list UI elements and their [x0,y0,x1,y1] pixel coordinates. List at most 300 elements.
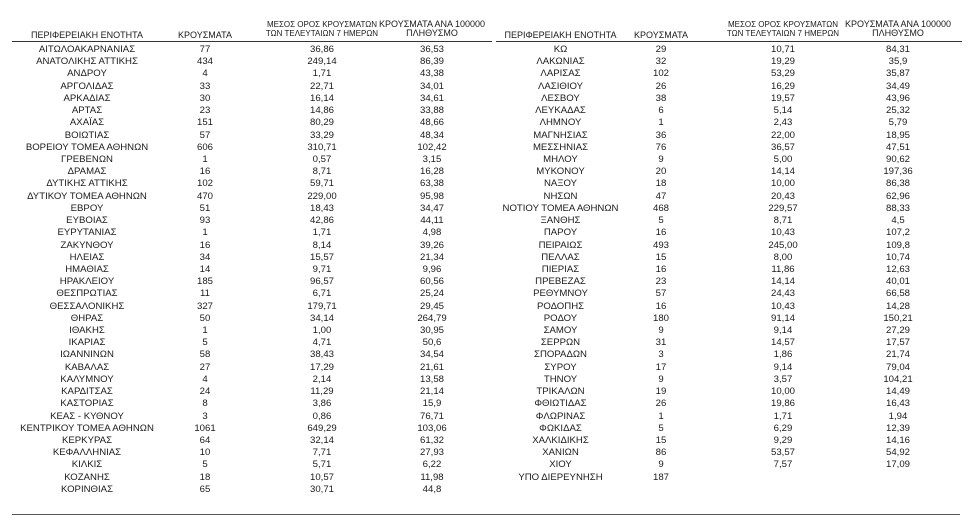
table-cell: 14,86 [309,105,334,117]
table-cell: 3 [202,410,208,422]
table-cell: 1,00 [312,325,332,337]
left-header-cases: ΚΡΟΥΣΜΑΤΑ [178,30,232,40]
table-cell: 22,71 [309,80,334,92]
table-cell: 48,66 [419,117,444,129]
table-cell: 179,71 [307,300,337,312]
table-cell: 25,24 [419,288,444,300]
table-cell: 57 [655,288,667,300]
table-cell: 60,56 [419,276,444,288]
table-cell: ΖΑΚΥΝΘΟΥ [60,239,114,251]
table-cell: 1,71 [312,68,332,80]
table-cell: 103,06 [417,422,447,434]
table-cell: ΗΛΕΙΑΣ [69,251,105,263]
right-header-per100k-line2: ΠΛΗΘΥΣΜΟ [872,28,924,38]
table-cell: 29 [655,44,667,55]
table-cell: 76,71 [419,410,444,422]
table-cell: 14,16 [885,435,910,446]
table-cell: 95,98 [419,190,444,202]
table-cell: 36,57 [770,141,795,153]
table-cell: ΠΕΛΛΑΣ [541,251,580,263]
table-cell: 245,00 [768,239,798,251]
table-cell: 14 [199,263,211,275]
table-cell: 17,09 [885,459,910,471]
table-cell: 4 [202,373,208,385]
table-cell: 11,29 [310,386,334,398]
table-cell: ΡΟΔΟΠΗΣ [536,300,585,312]
table-cell: 9,14 [773,325,793,337]
table-cell: 26 [655,398,667,410]
table-cell: ΜΗΛΟΥ [543,153,578,165]
table-cell: ΦΩΚΙΔΑΣ [539,422,582,434]
table-cell: 59,71 [309,178,334,190]
table-cell: ΗΡΑΚΛΕΙΟΥ [59,276,115,288]
table-cell: ΝΟΤΙΟΥ ΤΟΜΕΑ ΑΘΗΝΩΝ [502,202,619,214]
table-cell: 86 [655,447,667,459]
table-cell: ΛΑΣΙΘΙΟΥ [537,80,584,92]
table-cell: 34,47 [419,202,444,214]
table-cell: 35,87 [885,68,910,80]
table-cell: ΡΟΔΟΥ [543,312,578,324]
table-cell: 10,00 [770,386,795,398]
left-header-avg7-line1: ΜΕΣΟΣ ΟΡΟΣ ΚΡΟΥΣΜΑΤΩΝ [266,20,378,29]
table-cell: 17,57 [885,337,910,349]
table-cell: 17 [655,361,667,373]
table-cell: ΕΒΡΟΥ [70,202,104,214]
table-cell: 88,33 [885,202,910,214]
table-cell: 16,29 [770,80,795,92]
table-cell: ΝΑΞΟΥ [543,178,578,190]
table-cell: 229,57 [768,202,798,214]
table-cell: 2,14 [312,373,332,385]
footer-rule [12,514,960,515]
table-cell: 53,29 [770,68,795,80]
table-cell: 47,51 [885,141,910,153]
table-cell: ΑΝΑΤΟΛΙΚΗΣ ΑΤΤΙΚΗΣ [36,56,138,68]
table-cell: 1 [202,227,208,239]
table-cell: ΛΕΣΒΟΥ [541,92,580,104]
table-cell: 16 [199,166,211,178]
table-cell: 150,21 [883,312,913,324]
table-cell: ΗΜΑΘΙΑΣ [65,263,109,275]
table-cell: 8,71 [312,166,332,178]
table-cell: 9 [658,153,664,165]
table-cell: 0,57 [312,153,332,165]
table-cell: 32 [655,56,667,68]
left-header-avg7 [262,18,382,40]
table-cell: 109,8 [885,239,910,251]
right-header-per100k [836,18,960,40]
table-cell: 33 [199,80,211,92]
table-cell: 15,57 [309,251,334,263]
table-cell: ΘΕΣΣΑΛΟΝΙΚΗΣ [49,300,125,312]
table-cell: 27,93 [419,447,444,459]
table-cell: 24,43 [770,288,795,300]
table-cell: 7,57 [773,459,793,471]
table-cell: ΧΑΝΙΩΝ [542,447,579,459]
table-cell: ΚΕΝΤΡΙΚΟΥ ΤΟΜΕΑ ΑΘΗΝΩΝ [20,422,154,434]
table-cell: 5 [202,337,208,349]
table-cell: 15,9 [422,398,442,410]
table-cell: 43,96 [885,92,910,104]
table-cell: 26 [655,80,667,92]
table-cell: 17,29 [309,361,334,373]
table-cell: 264,79 [417,312,447,324]
table-cell: ΑΙΤΩΛΟΑΚΑΡΝΑΝΙΑΣ [38,44,136,55]
table-cell: 3,57 [773,373,793,385]
table-cell: 90,62 [885,153,910,165]
table-cell: ΧΙΟΥ [549,459,572,471]
table-cell: 38,43 [309,349,334,361]
table-cell: 23 [655,276,667,288]
right-region-column [488,44,633,484]
table-cell: ΓΡΕΒΕΝΩΝ [61,153,113,165]
table-cell: 24 [199,386,211,398]
table-cell: 34,54 [419,349,444,361]
table-cell: 1 [202,153,208,165]
table-cell: ΛΗΜΝΟΥ [539,117,582,129]
table-cell: 5 [658,422,664,434]
table-cell: ΕΥΡΥΤΑΝΙΑΣ [57,227,117,239]
right-header-cases: ΚΡΟΥΣΜΑΤΑ [634,30,688,40]
table-cell: ΚΙΛΚΙΣ [71,459,103,471]
table-cell: 102 [196,178,213,190]
table-cell: 0,86 [312,410,332,422]
table-cell: 79,04 [885,361,910,373]
table-cell: 8,71 [773,215,793,227]
table-cell: 249,14 [307,56,337,68]
table-cell: ΑΡΚΑΔΙΑΣ [63,92,111,104]
table-cell: 50,6 [422,337,442,349]
table-cell: 34,01 [419,80,444,92]
table-cell: 32,14 [309,435,334,446]
table-cell: 34,49 [885,80,910,92]
table-cell: 16 [655,263,667,275]
left-header-underline [12,41,492,42]
table-cell: 3 [658,349,664,361]
table-cell: 33,29 [309,129,334,141]
table-cell: ΠΕΙΡΑΙΩΣ [538,239,583,251]
table-cell: 4,98 [422,227,442,239]
table-cell: 27 [199,361,211,373]
table-cell: 36 [655,129,667,141]
table-cell: 36,86 [309,44,334,55]
table-cell: 14,28 [885,300,910,312]
table-cell: 11 [200,288,210,300]
table-cell: ΛΑΚΩΝΙΑΣ [536,56,585,68]
table-cell: 151 [196,117,213,129]
right-header-per100k-line1: ΚΡΟΥΣΜΑΤΑ ΑΝΑ 100000 [845,18,951,29]
table-cell: 58 [199,349,211,361]
table-cell: ΙΘΑΚΗΣ [69,325,105,337]
table-cell: 327 [196,300,213,312]
table-cell: ΔΥΤΙΚΟΥ ΤΟΜΕΑ ΑΘΗΝΩΝ [27,190,147,202]
table-cell: ΘΗΡΑΣ [70,312,104,324]
table-cell: 7,71 [312,447,332,459]
table-cell: ΚΩ [553,44,568,55]
table-cell: 27,29 [885,325,910,337]
table-cell: 22,00 [770,129,795,141]
table-cell: 5 [202,459,208,471]
table-cell: 44,11 [420,215,444,227]
table-cell: 29,45 [419,300,444,312]
table-cell: ΣΠΟΡΑΔΩΝ [534,349,587,361]
table-cell: ΑΡΤΑΣ [71,105,103,117]
table-cell: 16,43 [885,398,910,410]
table-cell: 48,34 [419,129,444,141]
table-cell: ΘΕΣΠΡΩΤΙΑΣ [56,288,118,300]
table-cell: 104,21 [883,373,913,385]
table-cell: ΑΧΑΪΑΣ [69,117,105,129]
table-cell: 84,31 [885,44,910,55]
table-cell [836,472,960,484]
table-cell: ΒΟΡΕΙΟΥ ΤΟΜΕΑ ΑΘΗΝΩΝ [25,141,149,153]
table-cell: 63,38 [419,178,444,190]
table-cell: 21,14 [419,386,444,398]
right-header-underline [496,41,962,42]
table-cell: 40,01 [885,276,910,288]
table-cell [723,472,843,484]
table-cell: 470 [196,190,213,202]
table-cell: ΚΕΦΑΛΛΗΝΙΑΣ [52,447,122,459]
table-cell: ΤΡΙΚΑΛΩΝ [536,386,585,398]
table-cell: 606 [196,141,213,153]
table-cell: ΚΑΣΤΟΡΙΑΣ [60,398,114,410]
table-cell: ΜΥΚΟΝΟΥ [536,166,585,178]
table-cell: 9,96 [422,263,442,275]
table-cell: 18 [655,178,667,190]
table-cell: 10 [199,447,211,459]
table-cell: 9,29 [773,435,793,446]
table-cell: 1 [202,325,208,337]
table-cell: 14,49 [885,386,910,398]
table-cell: 14,14 [770,276,795,288]
table-cell: 20 [655,166,667,178]
table-cell: 4 [202,68,208,80]
table-cell: 54,92 [885,447,910,459]
table-cell: ΙΚΑΡΙΑΣ [68,337,106,349]
table-cell: ΚΑΒΑΛΑΣ [64,361,110,373]
table-cell: 5,79 [888,117,908,129]
table-cell: 14,57 [770,337,795,349]
table-cell: 23 [199,105,211,117]
table-cell: 6,71 [312,288,332,300]
table-cell: 25,32 [885,105,910,117]
table-cell: 14,14 [770,166,795,178]
left-header-per100k [372,18,492,40]
table-cell: 13,58 [419,373,444,385]
table-cell: 12,39 [885,422,910,434]
table-cell: ΚΕΡΚΥΡΑΣ [61,435,112,446]
table-cell: ΦΘΙΩΤΙΔΑΣ [534,398,587,410]
left-header-per100k-line2: ΠΛΗΘΥΣΜΟ [406,28,458,38]
table-cell: 197,36 [883,166,913,178]
table-cell: 9 [658,459,664,471]
table-cell: 31 [655,337,667,349]
table-cell: ΠΙΕΡΙΑΣ [541,263,580,275]
table-cell: 44,8 [422,483,442,495]
table-cell: ΛΑΡΙΣΑΣ [540,68,581,80]
table-cell: 10,74 [885,251,910,263]
table-cell: 96,57 [309,276,334,288]
table-cell: 8 [202,398,208,410]
left-avg7-column [262,44,382,496]
table-cell: 9,71 [312,263,332,275]
table-cell: 6,29 [773,422,793,434]
table-cell: 8,00 [773,251,793,263]
left-cases-column [170,44,240,496]
table-cell: ΜΑΓΝΗΣΙΑΣ [533,129,588,141]
table-cell: 1061 [194,422,216,434]
table-cell: 649,29 [307,422,337,434]
left-header-region: ΠΕΡΙΦΕΡΕΙΑΚΗ ΕΝΟΤΗΤΑ [30,30,144,40]
table-cell: 5 [658,215,664,227]
table-cell: 91,14 [770,312,795,324]
table-cell: 33,88 [419,105,444,117]
table-cell: 18 [199,471,211,483]
table-cell: ΞΑΝΘΗΣ [540,215,581,227]
table-cell: 35,9 [888,56,908,68]
left-region-column [12,44,162,496]
table-cell: 180 [652,312,669,324]
table-cell: 16 [655,227,667,239]
table-cell: 5,14 [773,105,793,117]
table-cell: 10,43 [770,300,795,312]
table-cell: 16,14 [309,92,334,104]
table-cell: 6 [658,105,664,117]
table-cell: 43,38 [419,68,444,80]
table-cell: 12,63 [885,263,910,275]
table-cell: 20,43 [770,190,795,202]
table-cell: 19 [655,386,667,398]
table-cell: ΝΗΣΩΝ [543,190,578,202]
table-cell: 10,00 [770,178,795,190]
table-cell: ΦΛΩΡΙΝΑΣ [535,410,586,422]
table-cell: ΙΩΑΝΝΙΝΩΝ [60,349,114,361]
table-cell: 15 [655,435,667,446]
table-cell: 1,94 [888,410,908,422]
table-cell: ΤΗΝΟΥ [543,373,578,385]
table-cell: 5,00 [773,153,793,165]
table-cell: 102,42 [417,141,447,153]
table-cell: 11,98 [420,471,444,483]
table-cell: 3,15 [422,153,442,165]
table-cell: 21,34 [419,251,444,263]
table-cell: 18,43 [309,202,334,214]
table-cell: 19,86 [770,398,795,410]
table-cell: 16 [655,300,667,312]
table-cell: 1,86 [773,349,793,361]
table-cell: 5,71 [312,459,332,471]
right-header-region: ΠΕΡΙΦΕΡΕΙΑΚΗ ΕΝΟΤΗΤΑ [504,30,617,40]
table-cell: ΒΟΙΩΤΙΑΣ [64,129,110,141]
table-cell: 34,61 [419,92,444,104]
table-cell: 39,26 [419,239,444,251]
table-cell: 6,22 [422,459,442,471]
table-cell: 42,86 [309,215,334,227]
table-cell: 51 [199,202,211,214]
table-cell: 102 [652,68,669,80]
table-cell: 66,58 [885,288,910,300]
right-header-avg7-line2: ΤΩΝ ΤΕΛΕΥΤΑΙΩΝ 7 ΗΜΕΡΩΝ [726,29,840,38]
table-cell: 30,95 [419,325,444,337]
table-cell: 86,39 [419,56,444,68]
table-cell: 53,57 [770,447,795,459]
table-cell: 8,14 [312,239,332,251]
table-cell: ΜΕΣΣΗΝΙΑΣ [532,141,589,153]
table-cell: 1,71 [312,227,332,239]
table-cell: 229,00 [307,190,337,202]
table-cell: ΑΝΔΡΟΥ [67,68,107,80]
table-cell: ΠΡΕΒΕΖΑΣ [535,276,586,288]
table-cell: 64 [199,435,211,446]
table-cell: 16 [199,239,211,251]
table-cell: 77 [199,44,211,55]
table-cell: 434 [196,56,213,68]
right-per100k-column [836,44,960,484]
table-cell: 10,71 [770,44,795,55]
table-cell: 62,96 [885,190,910,202]
table-cell: 9 [658,325,664,337]
table-cell: 187 [652,471,669,483]
table-cell: 34,14 [309,312,334,324]
table-cell: 1 [658,117,664,129]
table-cell: 30,71 [309,483,334,495]
table-cell: 61,32 [419,435,444,446]
table-cell: 34 [199,251,211,263]
table-cell: 2,43 [773,117,793,129]
table-cell: ΑΡΓΟΛΙΔΑΣ [60,80,114,92]
table-cell: 50 [199,312,211,324]
table-cell: ΣΕΡΡΩΝ [540,337,581,349]
table-cell: 76 [655,141,667,153]
table-cell: 1,71 [773,410,793,422]
table-cell: 57 [199,129,211,141]
right-header-avg7 [723,18,843,40]
left-header-per100k-line1: ΚΡΟΥΣΜΑΤΑ ΑΝΑ 100000 [379,18,485,29]
table-cell: 19,29 [770,56,795,68]
table-cell: 4,5 [891,215,905,227]
table-cell: 11,86 [771,263,795,275]
right-avg7-column [723,44,843,484]
table-cell: 10,57 [309,471,334,483]
table-cell: 47 [655,190,667,202]
table-cell: 21,61 [419,361,444,373]
table-cell: 15 [655,251,667,263]
table-cell: ΧΑΛΚΙΔΙΚΗΣ [532,435,589,446]
table-cell: 310,71 [307,141,337,153]
table-cell: 9,14 [773,361,793,373]
table-cell: 21,74 [885,349,910,361]
table-cell: 93 [199,215,211,227]
table-cell: 468 [652,202,669,214]
table-cell: 80,29 [309,117,334,129]
table-cell: 19,57 [770,92,795,104]
table-cell: ΚΕΑΣ - ΚΥΘΝΟΥ [50,410,124,422]
table-cell: ΕΥΒΟΙΑΣ [66,215,108,227]
left-per100k-column [372,44,492,496]
table-cell: ΔΥΤΙΚΗΣ ΑΤΤΙΚΗΣ [46,178,128,190]
table-cell: ΚΑΡΔΙΤΣΑΣ [61,386,113,398]
table-cell: 107,2 [885,227,910,239]
table-cell: ΥΠΟ ΔΙΕΡΕΥΝΗΣΗ [518,471,603,483]
table-cell: ΚΟΖΑΝΗΣ [64,471,110,483]
table-cell: ΠΑΡΟΥ [543,227,578,239]
table-cell: ΚΑΛΥΜΝΟΥ [60,373,114,385]
table-cell: 86,38 [885,178,910,190]
table-cell: 185 [196,276,213,288]
table-cell: ΡΕΘΥΜΝΟΥ [533,288,588,300]
table-cell: ΣΥΡΟΥ [544,361,577,373]
